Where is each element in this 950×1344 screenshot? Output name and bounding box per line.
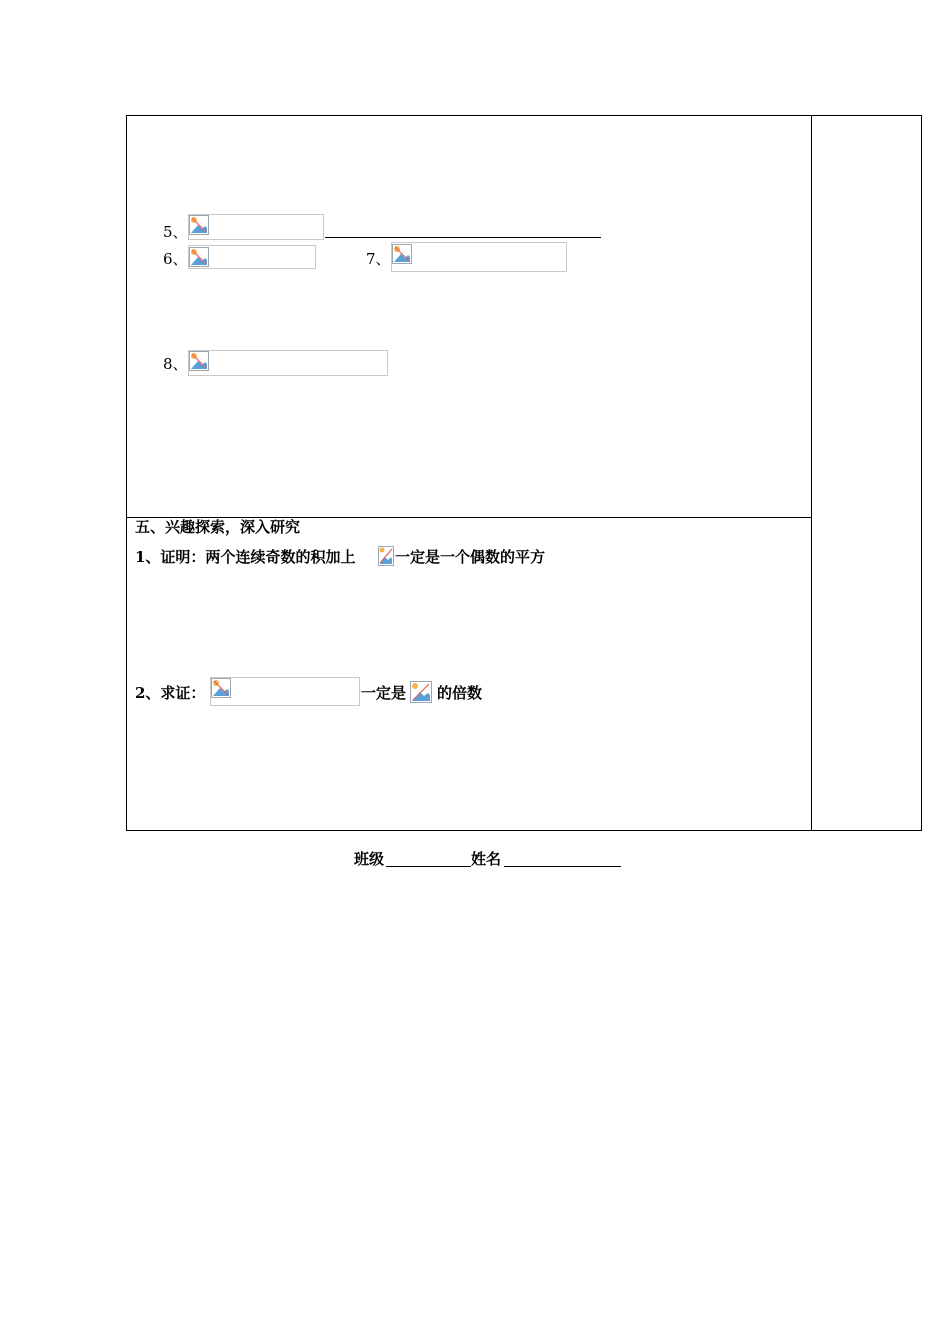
table-side-cell [811, 115, 922, 831]
name-blank [504, 866, 621, 867]
question-2-prefix: 2、求证： [135, 684, 206, 702]
broken-image-icon [189, 351, 209, 371]
item-5-label: 5、 [163, 223, 188, 241]
question-2-middle: 一定是 [361, 684, 407, 702]
class-blank [386, 866, 471, 867]
question-1-suffix: 一定是一个偶数的平方 [395, 548, 546, 566]
question-1-prefix: 1、证明：两个连续奇数的积加上 [135, 548, 356, 566]
broken-image-icon [189, 247, 209, 267]
broken-image-icon [378, 546, 394, 566]
name-label: 姓名 [471, 850, 502, 868]
item-8-label: 8、 [163, 355, 188, 373]
item-6-label: 6、 [163, 250, 188, 268]
class-label: 班级 [354, 850, 385, 868]
section-title: 五、兴趣探索，深入研究 [135, 518, 301, 536]
broken-image-icon [392, 244, 412, 264]
item-5-answer-line [325, 237, 601, 238]
broken-image-icon [211, 678, 231, 698]
item-7-label: 7、 [366, 250, 391, 268]
item-8-formula-image [188, 350, 388, 376]
item-7-formula-image [391, 242, 567, 272]
broken-image-icon [410, 681, 432, 703]
question-2-formula-image [210, 677, 360, 706]
broken-image-icon [189, 215, 209, 235]
question-2-suffix: 的倍数 [437, 684, 483, 702]
